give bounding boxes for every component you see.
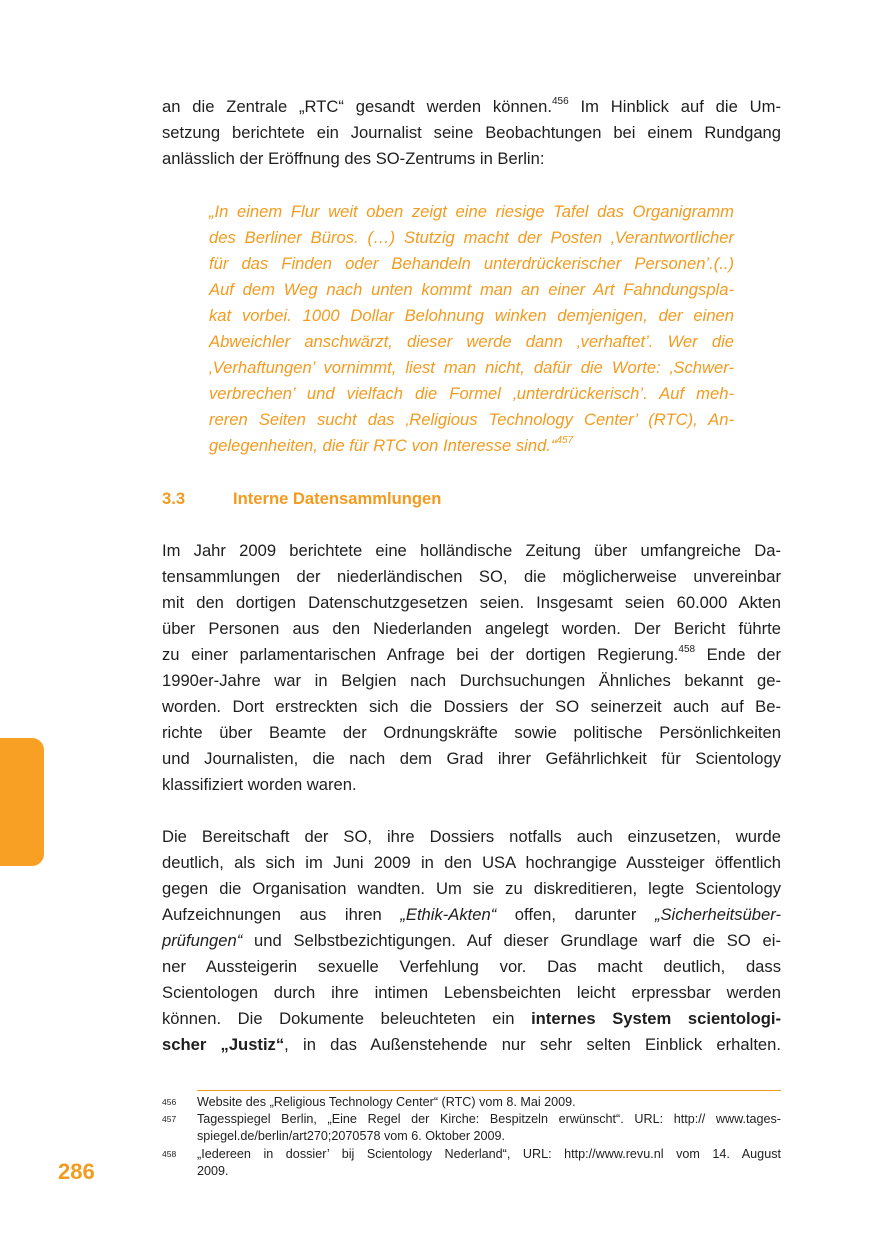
p1-line-5 bbox=[162, 642, 781, 668]
p1-line-8: richte über Beamte der Ordnungskräfte sowie politische Persönlichkeiten bbox=[162, 723, 781, 742]
p1-line-6: 1990er-Jahre war in Belgien nach Durchsuchungen Ähnliches bekannt ge- bbox=[162, 671, 781, 690]
p2-line-5-b: und Selbstbezichtigungen. Auf dieser Grundlage warf die SO ei- bbox=[242, 931, 781, 950]
quote-line-4: Auf dem Weg nach unten kommt man an einer Art Fahndungspla- bbox=[209, 280, 734, 299]
footnote-number: 457 bbox=[162, 1114, 177, 1124]
quote-line-10-text: gelegenheiten, die für RTC von Interesse sind.“ bbox=[209, 436, 557, 455]
p1-line-7: worden. Dort erstreckten sich die Dossiers der SO seinerzeit auch auf Be- bbox=[162, 697, 781, 716]
ethik-akten-term: „Ethik-Akten“ bbox=[400, 905, 497, 924]
intro-line-3: anlässlich der Eröffnung des SO-Zentrums in Berlin: bbox=[162, 149, 545, 168]
p1-line-5-text: zu einer parlamentarischen Anfrage bei der dortigen Regierung. bbox=[162, 645, 679, 664]
footnote-number: 458 bbox=[162, 1149, 177, 1159]
p1-line-5-tail: Ende der bbox=[695, 645, 781, 664]
quote-line-1: „In einem Flur weit oben zeigt eine riesige Tafel das Organigramm bbox=[209, 202, 734, 221]
quote-line-3: für das Finden oder Behandeln unterdrückerischer Personen’.(..) bbox=[209, 254, 734, 273]
footnote-text[interactable]: „Iedereen in dossier’ bij Scientology Nederland“, URL: http://www.revu.nl vom 14. August bbox=[197, 1147, 781, 1161]
sicherheitsueberpruefungen-term-end: prüfungen“ bbox=[162, 931, 243, 950]
quote-line-8: verbrechen’ und vielfach die Formel ‚unterdrückerisch’. Auf meh- bbox=[209, 384, 734, 403]
internes-system-term: internes System scientologi- bbox=[531, 1009, 781, 1028]
quote-line-2: des Berliner Büros. (…) Stutzig macht der Posten ‚Verantwortlicher bbox=[209, 228, 734, 247]
page-number: 286 bbox=[58, 1159, 95, 1184]
p2-line-4 bbox=[162, 902, 781, 928]
section-heading bbox=[162, 487, 441, 511]
justiz-term: scher „Justiz“ bbox=[162, 1035, 285, 1054]
p2-line-5 bbox=[162, 928, 781, 954]
p1-line-2: tensammlungen der niederländischen SO, die möglicherweise unvereinbar bbox=[162, 567, 781, 586]
p2-line-9 bbox=[162, 1032, 781, 1058]
p2-line-3: gegen die Organisation wandten. Um sie zu diskreditieren, legte Scientology bbox=[162, 879, 781, 898]
quote-line-5: kat vorbei. 1000 Dollar Belohnung winken demjenigen, der einen bbox=[209, 306, 734, 325]
footnote-ref-458[interactable]: 458 bbox=[678, 644, 696, 656]
footnote-text: Website des „Religious Technology Center“ (RTC) vom 8. Mai 2009. bbox=[197, 1095, 576, 1109]
footnote-ref-457[interactable]: 457 bbox=[556, 435, 574, 447]
p1-line-10: klassifiziert worden waren. bbox=[162, 775, 357, 794]
p2-line-8 bbox=[162, 1006, 781, 1032]
sicherheitsueberpruefungen-term: „Sicherheitsüber- bbox=[654, 905, 782, 924]
quote-line-7: ‚Verhaftungen’ vornimmt, liest man nicht, dafür die Worte: ‚Schwer- bbox=[209, 358, 734, 377]
footnote-text[interactable]: Tagesspiegel Berlin, „Eine Regel der Kirche: Bespitzeln erwünscht“. URL: http:// www.tages- bbox=[197, 1112, 781, 1126]
p2-line-9-b: , in das Außenstehende nur sehr selten Einblick erhalten. bbox=[284, 1035, 781, 1054]
p1-line-9: und Journalisten, die nach dem Grad ihrer Gefährlichkeit für Scientology bbox=[162, 749, 781, 768]
p1-line-1: Im Jahr 2009 berichtete eine holländische Zeitung über umfangreiche Da- bbox=[162, 541, 781, 560]
section-title: Interne Datensammlungen bbox=[233, 489, 442, 508]
p2-line-4-a: Aufzeichnungen aus ihren bbox=[162, 905, 401, 924]
intro-line-1 bbox=[162, 94, 781, 120]
quote-line-9: reren Seiten sucht das ‚Religious Technology Center’ (RTC), An- bbox=[209, 410, 734, 429]
intro-line-2: setzung berichtete ein Journalist seine Beobachtungen bei einem Rundgang bbox=[162, 123, 781, 142]
p2-line-4-c: offen, darunter bbox=[496, 905, 655, 924]
intro-line-1-tail: Im Hinblick auf die Um- bbox=[568, 97, 781, 116]
p2-line-1: Die Bereitschaft der SO, ihre Dossiers notfalls auch einzusetzen, wurde bbox=[162, 827, 781, 846]
p2-line-6: ner Aussteigerin sexuelle Verfehlung vor. Das macht deutlich, dass bbox=[162, 957, 781, 976]
intro-line-1-text: an die Zentrale „RTC“ gesandt werden können. bbox=[162, 97, 552, 116]
chapter-tab-marker bbox=[0, 738, 44, 866]
quote-line-6: Abweichler anschwärzt, dieser werde dann ‚verhaftet’. Wer die bbox=[209, 332, 734, 351]
footnote-text[interactable]: spiegel.de/berlin/art270;2070578 vom 6. Oktober 2009. bbox=[197, 1129, 506, 1143]
section-number: 3.3 bbox=[162, 489, 186, 508]
footnote-divider bbox=[197, 1090, 781, 1091]
footnote-text: 2009. bbox=[197, 1164, 229, 1178]
footnote-ref-456[interactable]: 456 bbox=[551, 96, 569, 108]
footnote-number: 456 bbox=[162, 1097, 177, 1107]
quote-line-10 bbox=[209, 433, 734, 459]
p1-line-4: über Personen aus den Niederlanden angelegt worden. Der Bericht führte bbox=[162, 619, 781, 638]
p2-line-7: Scientologen durch ihre intimen Lebensbeichten leicht erpressbar werden bbox=[162, 983, 781, 1002]
p1-line-3: mit den dortigen Datenschutzgesetzen seien. Insgesamt seien 60.000 Akten bbox=[162, 593, 781, 612]
p2-line-8-a: können. Die Dokumente beleuchteten ein bbox=[162, 1009, 532, 1028]
p2-line-2: deutlich, als sich im Juni 2009 in den USA hochrangige Aussteiger öffentlich bbox=[162, 853, 781, 872]
